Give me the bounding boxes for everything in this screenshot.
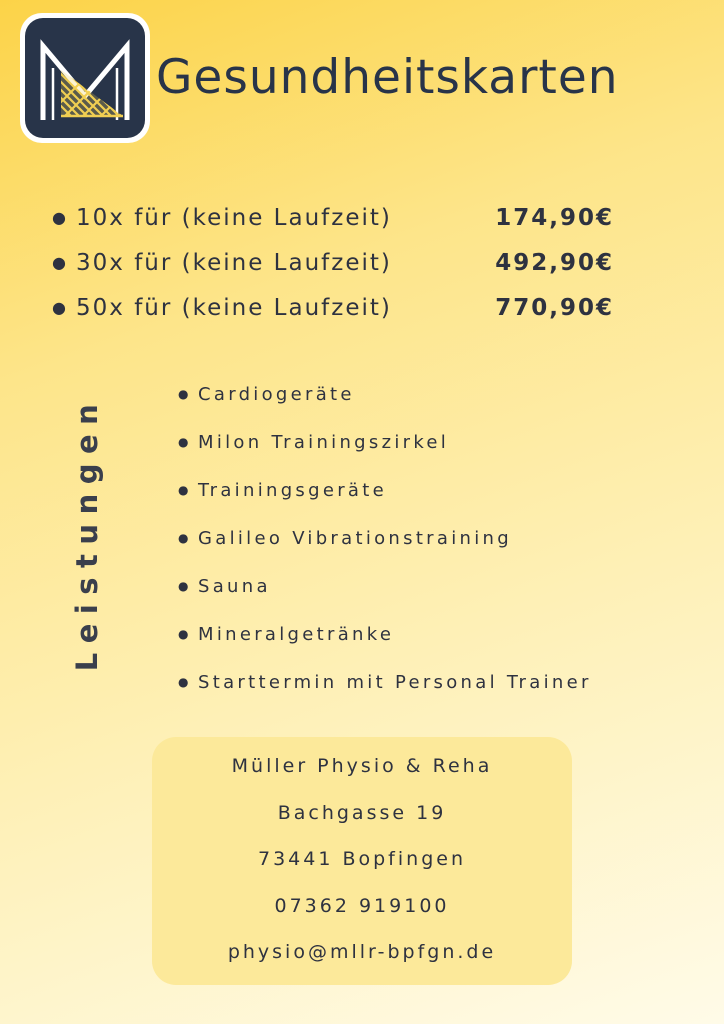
price-row [52, 240, 632, 285]
price-label: 30x für (keine Laufzeit) [76, 249, 392, 276]
list-item [178, 466, 592, 514]
service-label: Cardiogeräte [198, 383, 355, 405]
contact-card [152, 737, 572, 985]
list-item [178, 658, 592, 706]
contact-name: Müller Physio & Reha [231, 755, 493, 777]
bullet-icon: ● [52, 298, 68, 317]
logo [20, 13, 150, 143]
price-value: 770,90€ [495, 294, 614, 321]
list-item [178, 370, 592, 418]
service-label: Starttermin mit Personal Trainer [198, 671, 592, 693]
list-item [178, 562, 592, 610]
service-label: Sauna [198, 575, 271, 597]
service-label: Milon Trainingszirkel [198, 431, 450, 453]
contact-street: Bachgasse 19 [277, 802, 447, 824]
bullet-icon: ● [52, 208, 68, 227]
list-item [178, 514, 592, 562]
bullet-icon: ● [178, 435, 189, 449]
page-title: Gesundheitskarten [156, 50, 619, 105]
bullet-icon: ● [178, 579, 189, 593]
price-row [52, 195, 632, 240]
service-label: Galileo Vibrationstraining [198, 527, 512, 549]
bullet-icon: ● [178, 483, 189, 497]
price-label: 10x für (keine Laufzeit) [76, 204, 392, 231]
price-label: 50x für (keine Laufzeit) [76, 294, 392, 321]
services-heading [52, 378, 122, 688]
bullet-icon: ● [178, 675, 189, 689]
service-label: Mineralgetränke [198, 623, 395, 645]
contact-city: 73441 Bopfingen [257, 848, 466, 870]
contact-email[interactable]: physio@mllr-bpfgn.de [227, 941, 497, 963]
service-label: Trainingsgeräte [198, 479, 387, 501]
price-value: 174,90€ [495, 204, 614, 231]
price-row [52, 285, 632, 330]
list-item [178, 610, 592, 658]
services-list [178, 370, 592, 706]
list-item [178, 418, 592, 466]
bullet-icon: ● [178, 627, 189, 641]
price-list [52, 195, 632, 330]
bullet-icon: ● [178, 531, 189, 545]
m-logo-icon [25, 18, 145, 138]
bullet-icon: ● [178, 387, 189, 401]
services-heading-text: Leistungen [70, 394, 104, 672]
contact-phone[interactable]: 07362 919100 [274, 895, 450, 917]
bullet-icon: ● [52, 253, 68, 272]
price-value: 492,90€ [495, 249, 614, 276]
